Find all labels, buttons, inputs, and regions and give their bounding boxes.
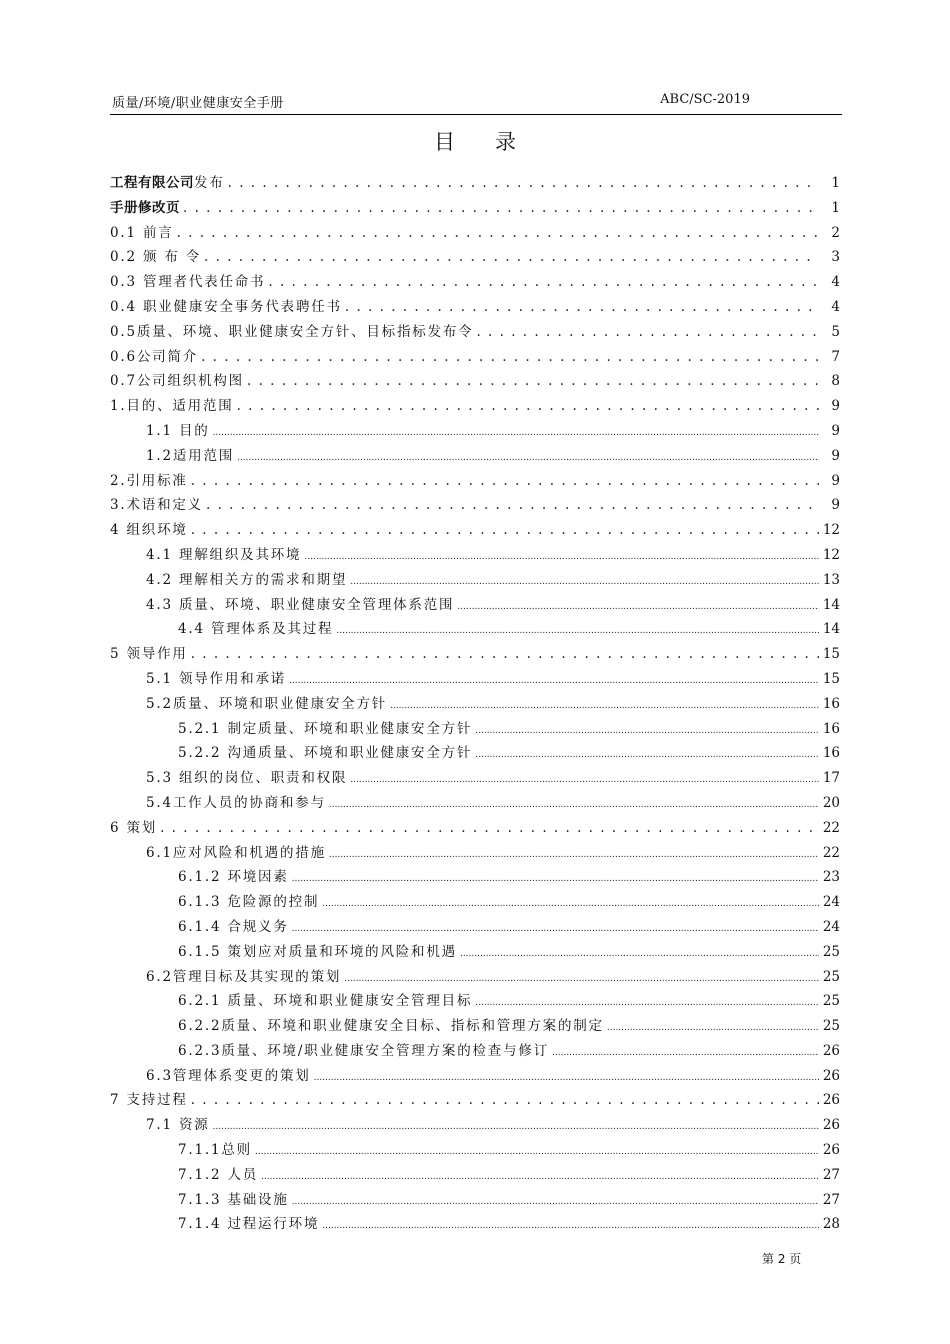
toc-entry-label (146, 667, 286, 692)
toc-entry-text: 1.目的、适用范围 (110, 398, 234, 415)
toc-entry-label (110, 221, 174, 246)
toc-entry[interactable] (110, 1212, 840, 1237)
toc-entry-page: 12 (822, 522, 840, 539)
toc-entry-text: 7 支持过程 (110, 1092, 188, 1109)
dot-leader (191, 518, 819, 543)
toc-entry-page: 25 (822, 993, 840, 1010)
toc-entry[interactable] (110, 493, 840, 518)
toc-entry-label (178, 989, 472, 1014)
dot-leader (329, 841, 819, 868)
dot-leader (336, 617, 819, 644)
dot-leader (228, 171, 819, 196)
header-doc-code: ABC/SC-2019 (660, 92, 750, 107)
dot-leader (213, 1113, 819, 1140)
toc-entry[interactable] (110, 865, 840, 890)
toc-entry-text: 6.1.2 环境因素 (178, 869, 289, 886)
toc-entry-text: 7.1.3 基础设施 (178, 1191, 289, 1208)
dot-leader (268, 270, 819, 295)
toc-entry-label (110, 369, 244, 394)
toc-entry[interactable] (110, 1039, 840, 1064)
toc-entry-label (178, 1039, 549, 1064)
toc-entry-bold-label: 手册修改页 (110, 199, 180, 216)
toc-entry-text: 0.3 管理者代表任命书 (110, 274, 266, 291)
toc-entry-label (110, 394, 234, 419)
toc-entry[interactable] (110, 469, 840, 494)
toc-entry-page: 1 (831, 199, 840, 216)
toc-entry-page: 4 (831, 274, 840, 291)
toc-entry-label (178, 1163, 258, 1188)
toc-entry-page: 14 (822, 621, 840, 638)
toc-entry[interactable] (110, 617, 840, 642)
toc-entry-text: 0.6公司简介 (110, 348, 199, 365)
toc-entry-page: 16 (822, 720, 840, 737)
toc-entry[interactable] (110, 369, 840, 394)
toc-entry[interactable] (110, 965, 840, 990)
dot-leader (213, 419, 819, 446)
toc-entry-text: 1.1 目的 (146, 422, 210, 439)
toc-entry-text: 发布 (194, 175, 225, 191)
toc-entry-label (146, 568, 347, 593)
toc-entry-page: 9 (831, 472, 840, 489)
toc-entry[interactable] (110, 518, 840, 543)
toc-entry-page: 26 (822, 1042, 840, 1059)
toc-entry-label (178, 1138, 252, 1163)
toc-entry-page: 15 (822, 670, 840, 687)
toc-entry-page: 5 (831, 323, 840, 340)
dot-leader (476, 320, 819, 345)
toc-entry[interactable] (110, 1163, 840, 1188)
toc-entry-text: 5.3 组织的岗位、职责和权限 (146, 770, 348, 787)
toc-entry[interactable] (110, 667, 840, 692)
dot-leader (350, 766, 819, 793)
toc-entry[interactable] (110, 890, 840, 915)
toc-entry-label (146, 1064, 311, 1089)
toc-entry-text: 0.7公司组织机构图 (110, 373, 244, 390)
dot-leader (204, 245, 819, 270)
toc-entry-page: 27 (822, 1166, 840, 1183)
dot-leader (475, 717, 819, 744)
toc-entry[interactable] (110, 245, 840, 270)
toc-entry-label (110, 270, 265, 295)
dot-leader (191, 642, 819, 667)
toc-entry[interactable] (110, 593, 840, 618)
toc-entry[interactable] (110, 444, 840, 469)
toc-entry-page: 1 (831, 175, 840, 191)
toc-entry-text: 6 策划 (110, 819, 158, 836)
toc-entry-page: 24 (822, 894, 840, 911)
dot-leader (475, 989, 819, 1016)
toc-entry-page: 9 (831, 497, 840, 514)
toc-entry-page: 24 (822, 918, 840, 935)
toc-entry-label (110, 196, 180, 221)
toc-entry-page: 26 (822, 1092, 840, 1109)
toc-entry[interactable] (110, 419, 840, 444)
toc-entry-label (178, 1212, 319, 1237)
toc-entry-text: 5.4工作人员的协商和参与 (146, 794, 326, 811)
toc-entry-page: 25 (822, 968, 840, 985)
toc-entry[interactable] (110, 1138, 840, 1163)
toc-entry-label (178, 940, 457, 965)
dot-leader (191, 1088, 819, 1113)
toc-entry-label (178, 741, 472, 766)
dot-leader (460, 940, 819, 967)
toc-entry-text: 7.1.4 过程运行环境 (178, 1216, 320, 1233)
toc-entry-text: 6.3管理体系变更的策划 (146, 1067, 311, 1084)
toc-entry[interactable] (110, 1064, 840, 1089)
toc-entry-text: 6.1.3 危险源的控制 (178, 894, 320, 911)
toc-entry-label (110, 171, 225, 196)
toc-entry-text: 5.2质量、环境和职业健康安全方针 (146, 695, 388, 712)
toc-entry-label (146, 791, 326, 816)
toc-entry-label (178, 617, 333, 642)
dot-leader (607, 1014, 819, 1041)
toc-entry-text: 0.5质量、环境、职业健康安全方针、目标指标发布令 (110, 323, 474, 340)
toc-entry-text: 4.4 管理体系及其过程 (178, 621, 334, 638)
toc-entry[interactable] (110, 1088, 840, 1113)
toc-entry-label (110, 295, 342, 320)
dot-leader (191, 469, 819, 494)
toc-entry-text: 4.3 质量、环境、职业健康安全管理体系范围 (146, 596, 455, 613)
toc-entry-text: 2.引用标准 (110, 472, 188, 489)
toc-entry-label (178, 915, 289, 940)
toc-entry[interactable] (110, 841, 840, 866)
toc-entry[interactable] (110, 394, 840, 419)
dot-leader (345, 295, 819, 320)
toc-entry[interactable] (110, 568, 840, 593)
page-header (110, 92, 842, 115)
dot-leader (350, 568, 819, 595)
toc-entry-page: 14 (822, 596, 840, 613)
toc-entry-page: 17 (822, 770, 840, 787)
toc-entry-label (110, 1088, 188, 1113)
toc-entry-text: 1.2适用范围 (146, 447, 235, 464)
toc-entry[interactable] (110, 915, 840, 940)
dot-leader (247, 369, 819, 394)
toc-entry-page: 16 (822, 745, 840, 762)
dot-leader (314, 1064, 819, 1091)
dot-leader (255, 1138, 819, 1165)
dot-leader (552, 1039, 819, 1066)
toc-entry[interactable] (110, 642, 840, 667)
toc-entry-label (110, 320, 473, 345)
toc-entry-text: 4.1 理解组织及其环境 (146, 546, 302, 563)
page-number: 第 2 页 (762, 1252, 802, 1266)
toc-entry[interactable] (110, 766, 840, 791)
dot-leader (201, 345, 819, 370)
toc-entry-page: 8 (831, 373, 840, 390)
toc-entry-page: 25 (822, 1018, 840, 1035)
toc-entry-label (146, 766, 347, 791)
toc-entry-page: 9 (831, 422, 840, 439)
toc-entry-page: 13 (822, 571, 840, 588)
toc-entry-page: 27 (822, 1191, 840, 1208)
toc-entry-page: 23 (822, 869, 840, 886)
toc-entry[interactable] (110, 320, 840, 345)
dot-leader (237, 444, 819, 471)
toc-entry-page: 22 (822, 819, 840, 836)
toc-entry-text: 0.1 前言 (110, 224, 174, 241)
toc-entry-page: 16 (822, 695, 840, 712)
toc-entry[interactable] (110, 989, 840, 1014)
toc-entry-label (110, 245, 201, 270)
toc-entry-text: 5.2.1 制定质量、环境和职业健康安全方针 (178, 720, 473, 737)
toc-entry-label (146, 965, 341, 990)
toc-entry-label (110, 816, 157, 841)
dot-leader (292, 915, 819, 942)
dot-leader (206, 493, 819, 518)
toc-entry-label (146, 593, 454, 618)
toc-entry-label (110, 642, 188, 667)
toc-entry-text: 3.术语和定义 (110, 497, 203, 514)
toc-entry-label (110, 469, 188, 494)
toc-entry-text: 5.2.2 沟通质量、环境和职业健康安全方针 (178, 745, 473, 762)
toc-entry-text: 6.2管理目标及其实现的策划 (146, 968, 342, 985)
toc-entry-page: 20 (822, 794, 840, 811)
toc-entry[interactable] (110, 1113, 840, 1138)
page-title: 目录 (434, 130, 556, 154)
toc-entry-text: 6.2.1 质量、环境和职业健康安全管理目标 (178, 993, 473, 1010)
toc-entry-page: 28 (822, 1216, 840, 1233)
toc-entry-label (146, 1113, 210, 1138)
header-manual-title: 质量/环境/职业健康安全手册 (112, 96, 284, 111)
dot-leader (457, 593, 819, 620)
dot-leader (183, 196, 819, 221)
toc-entry-text: 4 组织环境 (110, 522, 188, 539)
table-of-contents (110, 171, 840, 1237)
toc-entry-page: 22 (822, 844, 840, 861)
toc-entry-label (110, 518, 188, 543)
toc-entry-page: 9 (831, 398, 840, 415)
toc-entry-label (146, 692, 387, 717)
dot-leader (177, 221, 819, 246)
toc-entry[interactable] (110, 1014, 840, 1039)
toc-entry[interactable] (110, 1188, 840, 1213)
toc-entry-label (146, 841, 326, 866)
toc-entry-page: 9 (831, 447, 840, 464)
toc-entry[interactable] (110, 345, 840, 370)
toc-entry-label (110, 493, 203, 518)
dot-leader (289, 667, 819, 694)
dot-leader (292, 865, 819, 892)
toc-entry-text: 6.1应对风险和机遇的措施 (146, 844, 326, 861)
dot-leader (322, 890, 819, 917)
dot-leader (475, 741, 819, 768)
toc-entry-label (178, 865, 289, 890)
toc-entry[interactable] (110, 816, 840, 841)
toc-entry-page: 26 (822, 1067, 840, 1084)
toc-entry-page: 26 (822, 1142, 840, 1159)
toc-entry-label (178, 1188, 289, 1213)
toc-entry-text: 5 领导作用 (110, 646, 188, 663)
toc-entry-page: 3 (831, 249, 840, 266)
toc-entry-text: 5.1 领导作用和承诺 (146, 670, 287, 687)
dot-leader (344, 965, 819, 992)
dot-leader (261, 1163, 819, 1190)
toc-entry-text: 0.4 职业健康安全事务代表聘任书 (110, 298, 342, 315)
toc-entry[interactable] (110, 221, 840, 246)
toc-entry-label (146, 444, 234, 469)
toc-entry[interactable] (110, 196, 840, 221)
toc-entry-page: 26 (822, 1117, 840, 1134)
toc-entry-page: 2 (831, 224, 840, 241)
dot-leader (304, 543, 819, 570)
toc-entry-page: 25 (822, 943, 840, 960)
toc-entry-label (178, 890, 319, 915)
toc-entry-label (146, 543, 301, 568)
toc-entry[interactable] (110, 741, 840, 766)
toc-entry[interactable] (110, 295, 840, 320)
toc-entry-label (146, 419, 210, 444)
toc-entry-text: 0.2 颁 布 令 (110, 249, 202, 266)
toc-entry-text: 7.1.2 人员 (178, 1166, 259, 1183)
toc-entry[interactable] (110, 171, 840, 196)
toc-entry-text: 4.2 理解相关方的需求和期望 (146, 571, 348, 588)
toc-entry[interactable] (110, 717, 840, 742)
dot-leader (160, 816, 819, 841)
toc-entry-page: 12 (822, 546, 840, 563)
toc-entry-page: 4 (831, 298, 840, 315)
toc-entry[interactable] (110, 692, 840, 717)
toc-entry-bold-label: 工程有限公司 (110, 175, 194, 191)
toc-entry-label (178, 1014, 604, 1039)
dot-leader (322, 1212, 819, 1239)
toc-entry-text: 6.1.5 策划应对质量和环境的风险和机遇 (178, 943, 457, 960)
toc-entry-text: 7.1 资源 (146, 1117, 210, 1134)
toc-entry-page: 15 (822, 646, 840, 663)
toc-entry[interactable] (110, 940, 840, 965)
toc-entry[interactable] (110, 270, 840, 295)
dot-leader (390, 692, 819, 719)
toc-entry-label (110, 345, 198, 370)
dot-leader (292, 1188, 819, 1215)
toc-entry[interactable] (110, 543, 840, 568)
toc-entry-text: 7.1.1总则 (178, 1142, 252, 1159)
toc-entry-text: 6.2.3质量、环境/职业健康安全管理方案的检查与修订 (178, 1042, 549, 1059)
dot-leader (329, 791, 819, 818)
toc-entry-text: 6.2.2质量、环境和职业健康安全目标、指标和管理方案的制定 (178, 1018, 604, 1035)
toc-entry-text: 6.1.4 合规义务 (178, 918, 289, 935)
toc-entry-page: 7 (831, 348, 840, 365)
dot-leader (237, 394, 819, 419)
toc-entry[interactable] (110, 791, 840, 816)
toc-entry-label (178, 717, 472, 742)
